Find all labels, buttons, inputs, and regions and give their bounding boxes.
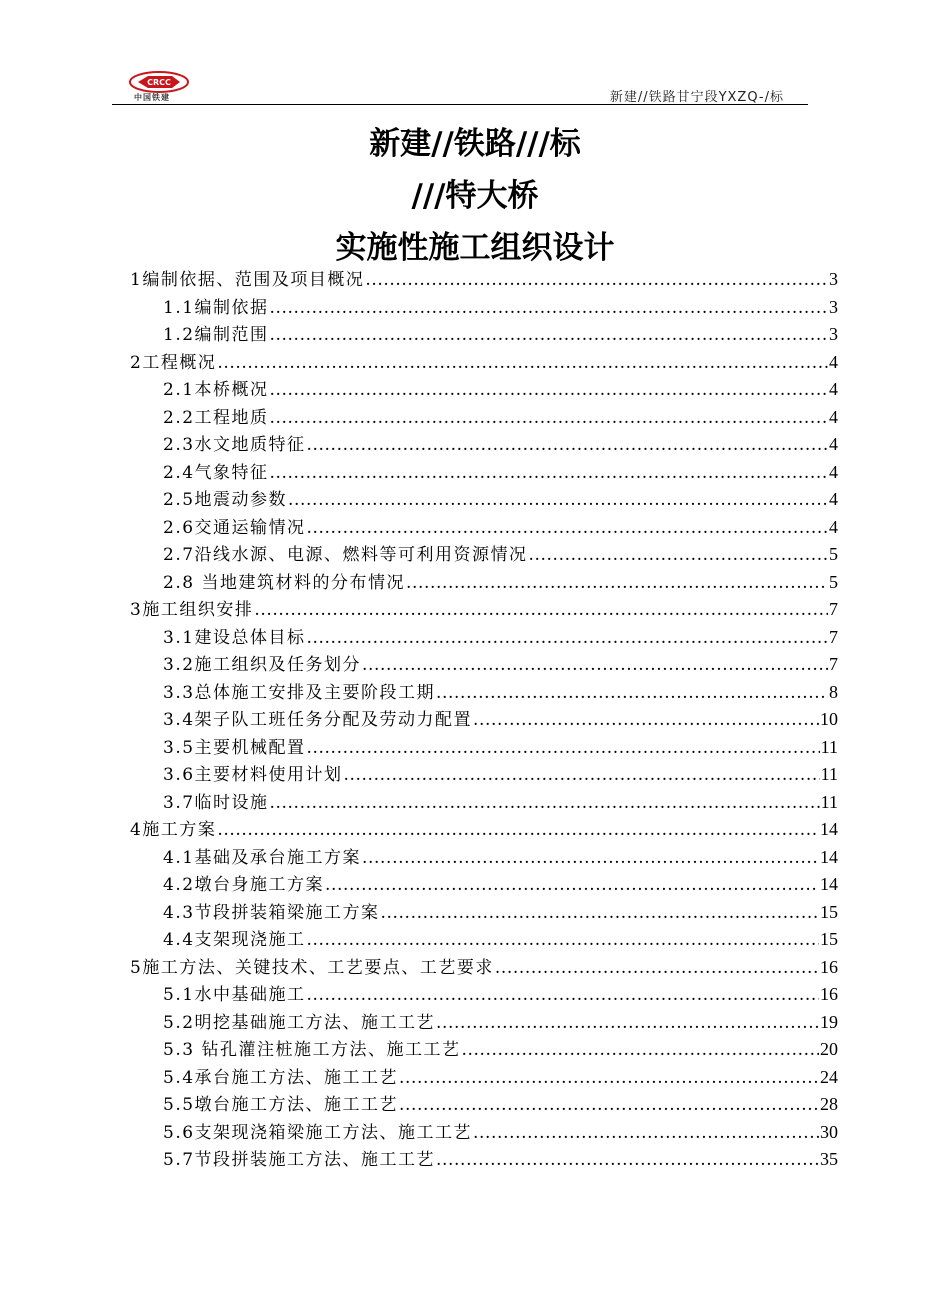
toc-dot-leader <box>436 1147 819 1175</box>
toc-entry-label: 3.7临时设施 <box>163 792 269 813</box>
toc-entry-label: 5.7节段拼装施工方法、施工工艺 <box>163 1150 436 1170</box>
toc-subsection-entry[interactable] <box>130 431 838 459</box>
toc-page-number: 14 <box>820 819 838 839</box>
toc-entry-label: 1.1编制依据 <box>163 297 269 318</box>
toc-subsection-entry[interactable] <box>130 541 838 569</box>
toc-subsection-entry[interactable] <box>130 899 838 927</box>
toc-dot-leader <box>270 405 828 433</box>
toc-dot-leader <box>362 845 819 873</box>
toc-dot-leader <box>217 817 819 845</box>
table-of-contents <box>130 266 838 1174</box>
document-title-line1: 新建//铁路///标 <box>369 126 581 162</box>
toc-section-entry[interactable] <box>130 349 838 377</box>
toc-entry-label: 4.2墩台身施工方案 <box>163 875 325 895</box>
toc-page-number: 7 <box>829 626 838 647</box>
toc-dot-leader <box>254 597 828 625</box>
toc-page-number: 24 <box>820 1066 838 1087</box>
document-title-line2: ///特大桥 <box>411 178 539 214</box>
toc-entry-label: 2.4气象特征 <box>163 462 269 483</box>
toc-entry-label: 3.6主要材料使用计划 <box>163 765 343 785</box>
toc-entry-label: 2.2工程地质 <box>163 407 269 428</box>
toc-dot-leader <box>406 570 828 598</box>
toc-dot-leader <box>399 1065 819 1093</box>
toc-dot-leader <box>381 900 819 928</box>
toc-page-number: 15 <box>820 929 838 949</box>
toc-entry-label: 3.4架子队工班任务分配及劳动力配置 <box>163 710 473 730</box>
toc-dot-leader <box>270 322 828 350</box>
toc-page-number: 4 <box>829 406 838 427</box>
toc-page-number: 11 <box>820 791 838 812</box>
toc-subsection-entry[interactable] <box>130 486 838 514</box>
toc-entry-label: 5.3 钻孔灌注桩施工方法、施工工艺 <box>163 1040 461 1060</box>
toc-page-number: 16 <box>820 956 838 977</box>
toc-page-number: 14 <box>820 846 838 867</box>
toc-entry-label: 1.2编制范围 <box>163 325 269 345</box>
toc-page-number: 4 <box>829 489 838 509</box>
toc-entry-label: 5.4承台施工方法、施工工艺 <box>163 1067 399 1088</box>
toc-page-number: 20 <box>820 1039 838 1059</box>
toc-entry-label: 5.2明挖基础施工方法、施工工艺 <box>163 1012 436 1033</box>
toc-page-number: 11 <box>820 736 838 757</box>
toc-dot-leader <box>270 295 828 323</box>
toc-subsection-entry[interactable] <box>130 926 838 954</box>
toc-section-entry[interactable] <box>130 816 838 844</box>
toc-dot-leader <box>473 707 819 735</box>
toc-dot-leader <box>325 872 819 900</box>
toc-section-entry[interactable] <box>130 596 838 624</box>
toc-entry-label: 1编制依据、范围及项目概况 <box>130 270 365 290</box>
toc-page-number: 7 <box>829 654 838 674</box>
header-project-text: 新建//铁路甘宁段YXZQ-/标 <box>609 90 784 105</box>
toc-subsection-entry[interactable] <box>130 1064 838 1092</box>
toc-dot-leader <box>270 460 828 488</box>
toc-subsection-entry[interactable] <box>130 1009 838 1037</box>
toc-entry-label: 2.1本桥概况 <box>163 380 269 400</box>
toc-dot-leader <box>436 1010 819 1038</box>
toc-subsection-entry[interactable] <box>130 679 838 707</box>
toc-subsection-entry[interactable] <box>130 844 838 872</box>
toc-page-number: 14 <box>820 874 838 894</box>
toc-dot-leader <box>307 982 819 1010</box>
toc-entry-label: 2.5地震动参数 <box>163 490 288 510</box>
toc-entry-label: 3.5主要机械配置 <box>163 737 306 758</box>
toc-subsection-entry[interactable] <box>130 321 838 349</box>
toc-entry-label: 5.6支架现浇箱梁施工方法、施工工艺 <box>163 1122 473 1143</box>
toc-entry-label: 2.6交通运输情况 <box>163 517 306 538</box>
toc-dot-leader <box>399 1092 819 1120</box>
toc-entry-label: 4施工方案 <box>130 820 217 840</box>
toc-entry-label: 4.1基础及承台施工方案 <box>163 847 362 868</box>
toc-subsection-entry[interactable] <box>130 569 838 597</box>
toc-dot-leader <box>307 515 828 543</box>
toc-page-number: 28 <box>820 1094 838 1114</box>
toc-page-number: 4 <box>829 516 838 537</box>
toc-subsection-entry[interactable] <box>130 376 838 404</box>
toc-page-number: 4 <box>829 461 838 482</box>
toc-entry-label: 3.2施工组织及任务划分 <box>163 655 362 675</box>
toc-dot-leader <box>307 735 820 763</box>
toc-entry-label: 3.3总体施工安排及主要阶段工期 <box>163 682 436 703</box>
toc-page-number: 4 <box>829 434 838 454</box>
toc-dot-leader <box>365 267 828 295</box>
toc-page-number: 3 <box>829 324 838 344</box>
svg-text:CRCC: CRCC <box>147 78 171 87</box>
toc-dot-leader <box>495 955 819 983</box>
toc-page-number: 3 <box>829 296 838 317</box>
toc-page-number: 10 <box>820 709 838 729</box>
toc-entry-label: 3.1建设总体目标 <box>163 627 306 648</box>
toc-page-number: 19 <box>820 1011 838 1032</box>
toc-subsection-entry[interactable] <box>130 761 838 789</box>
toc-subsection-entry[interactable] <box>130 624 838 652</box>
toc-subsection-entry[interactable] <box>130 981 838 1009</box>
page-header <box>112 66 808 105</box>
toc-subsection-entry[interactable] <box>130 1146 838 1174</box>
toc-entry-label: 5施工方法、关键技术、工艺要点、工艺要求 <box>130 957 494 978</box>
toc-subsection-entry[interactable] <box>130 651 838 679</box>
toc-entry-label: 2工程概况 <box>130 352 217 373</box>
toc-subsection-entry[interactable] <box>130 459 838 487</box>
toc-page-number: 30 <box>820 1121 838 1142</box>
toc-subsection-entry[interactable] <box>130 514 838 542</box>
toc-page-number: 4 <box>829 379 838 399</box>
toc-entry-label: 5.5墩台施工方法、施工工艺 <box>163 1095 399 1115</box>
toc-dot-leader <box>217 350 828 378</box>
toc-subsection-entry[interactable] <box>130 1091 838 1119</box>
toc-dot-leader <box>436 680 828 708</box>
toc-entry-label: 5.1水中基础施工 <box>163 985 306 1005</box>
toc-entry-label: 4.3节段拼装箱梁施工方案 <box>163 902 380 923</box>
toc-entry-label: 3施工组织安排 <box>130 600 254 620</box>
toc-subsection-entry[interactable] <box>130 404 838 432</box>
toc-dot-leader <box>461 1037 819 1065</box>
toc-dot-leader <box>270 377 828 405</box>
toc-page-number: 35 <box>820 1149 838 1169</box>
toc-entry-label: 2.3水文地质特征 <box>163 435 306 455</box>
toc-dot-leader <box>529 542 828 570</box>
toc-page-number: 8 <box>829 681 838 702</box>
toc-subsection-entry[interactable] <box>130 734 838 762</box>
toc-subsection-entry[interactable] <box>130 1119 838 1147</box>
toc-subsection-entry[interactable] <box>130 1036 838 1064</box>
toc-dot-leader <box>307 927 819 955</box>
toc-dot-leader <box>307 625 828 653</box>
toc-page-number: 5 <box>829 544 838 564</box>
toc-page-number: 3 <box>829 269 838 289</box>
toc-page-number: 4 <box>829 351 838 372</box>
toc-subsection-entry[interactable] <box>130 294 838 322</box>
toc-subsection-entry[interactable] <box>130 871 838 899</box>
toc-section-entry[interactable] <box>130 266 838 294</box>
toc-page-number: 15 <box>820 901 838 922</box>
toc-page-number: 16 <box>820 984 838 1004</box>
toc-entry-label: 2.8 当地建筑材料的分布情况 <box>163 572 405 593</box>
toc-entry-label: 2.7沿线水源、电源、燃料等可利用资源情况 <box>163 545 528 565</box>
toc-entry-label: 4.4支架现浇施工 <box>163 930 306 950</box>
toc-dot-leader <box>307 432 828 460</box>
toc-dot-leader <box>362 652 828 680</box>
toc-subsection-entry[interactable] <box>130 789 838 817</box>
toc-page-number: 7 <box>829 599 838 619</box>
toc-dot-leader <box>288 487 828 515</box>
logo-text: 中国铁建 <box>134 93 170 102</box>
toc-section-entry[interactable] <box>130 954 838 982</box>
toc-page-number: 5 <box>829 571 838 592</box>
toc-dot-leader <box>473 1120 819 1148</box>
document-title-line3: 实施性施工组织设计 <box>335 230 615 266</box>
toc-page-number: 11 <box>820 764 838 784</box>
toc-dot-leader <box>344 762 820 790</box>
toc-subsection-entry[interactable] <box>130 706 838 734</box>
toc-dot-leader <box>270 790 820 818</box>
